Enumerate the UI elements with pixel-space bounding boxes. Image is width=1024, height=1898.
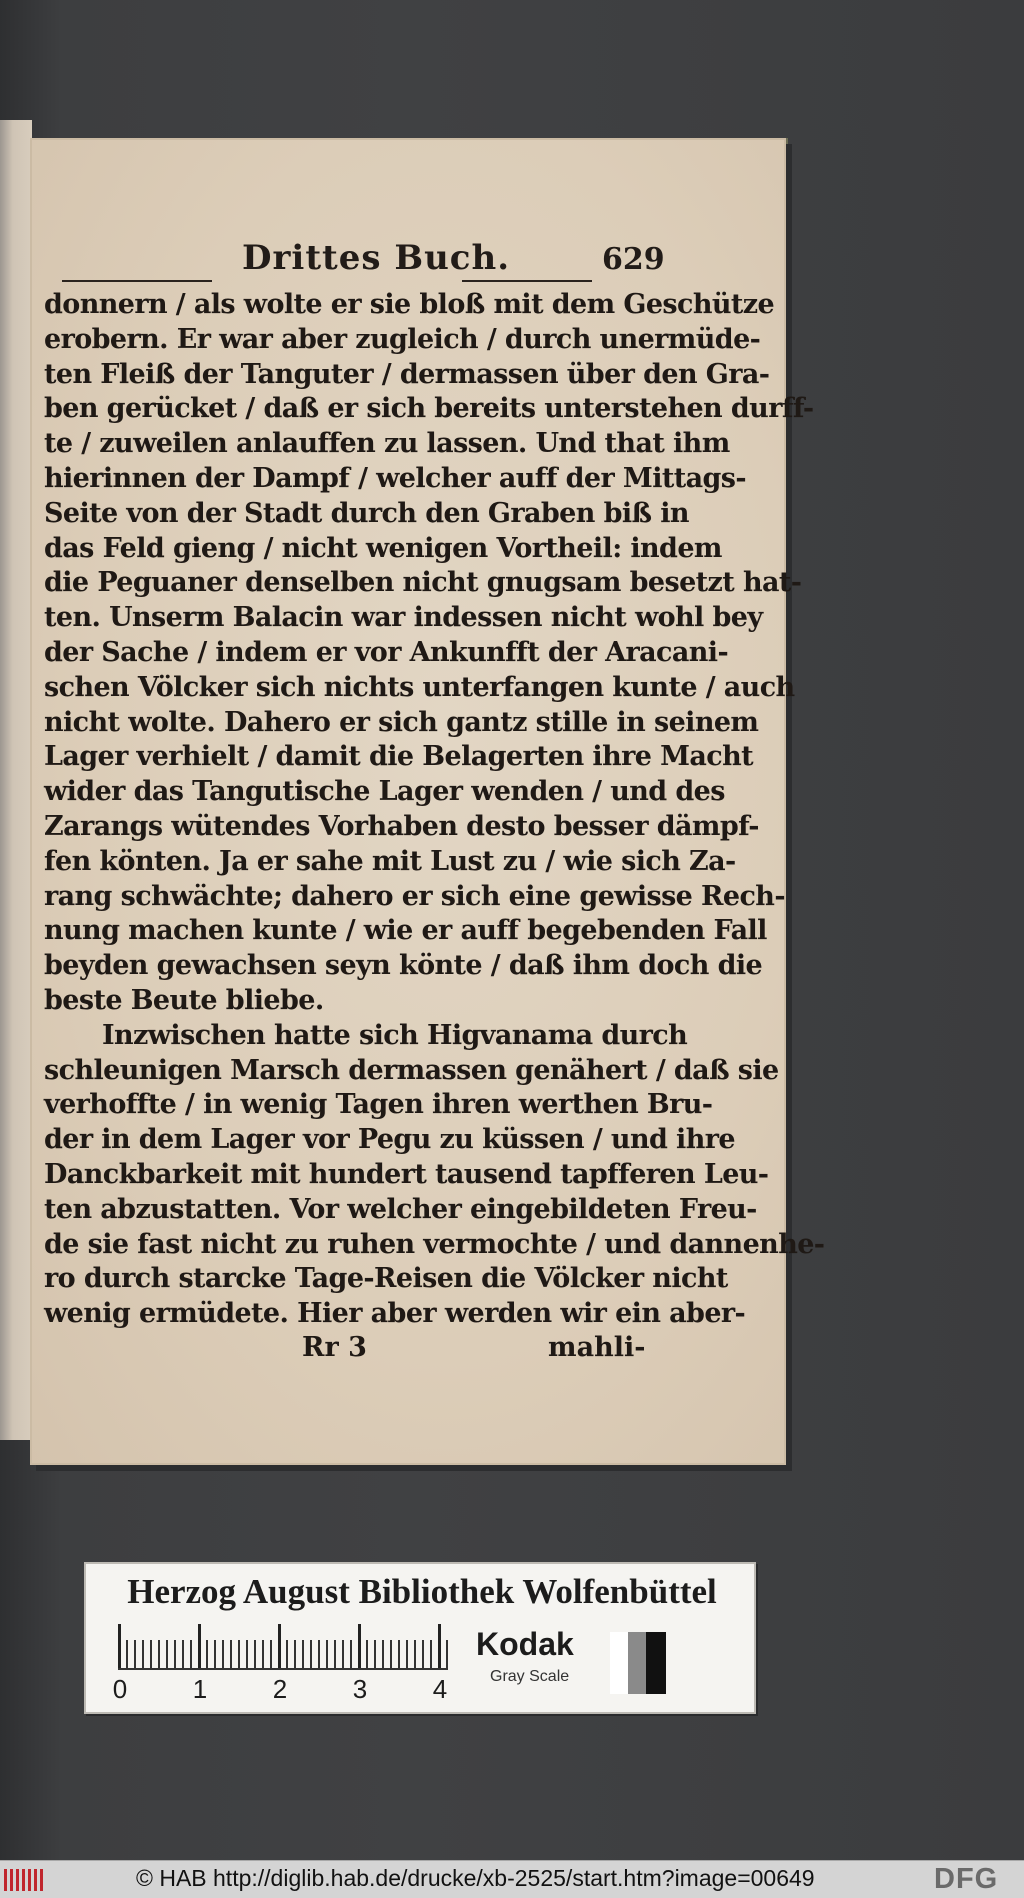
- ruler-label: 4: [432, 1674, 448, 1704]
- ruler-label: 1: [192, 1674, 208, 1704]
- ruler-major-tick: [358, 1624, 361, 1668]
- page-header: [42, 238, 665, 292]
- swatch-white: [610, 1632, 628, 1694]
- swatch-black: [646, 1632, 666, 1694]
- text-line: Danckbarkeit mit hundert tausend tapfferen Leu-: [44, 1158, 769, 1190]
- copyright-url: © HAB http://diglib.hab.de/drucke/xb-2525/start.htm?image=00649: [136, 1865, 815, 1891]
- text-line: ro durch starcke Tage-Reisen die Völcker nicht: [44, 1263, 728, 1295]
- status-bar: [0, 1860, 1024, 1898]
- ruler-major-tick: [278, 1624, 281, 1668]
- dfg-logo: DFG: [934, 1863, 999, 1895]
- text-line: erobern. Er war aber zugleich / durch unermüde-: [44, 323, 761, 355]
- gray-scale-label: Gray Scale: [490, 1668, 570, 1685]
- ruler-label: 0: [112, 1674, 128, 1704]
- text-line: Seite von der Stadt durch den Graben biß in: [44, 497, 689, 529]
- kodak-logo: Kodak: [476, 1626, 574, 1662]
- gray-swatches: [610, 1632, 666, 1694]
- adjacent-page-edge: [0, 120, 32, 1440]
- text-line: beyden gewachsen seyn könte / daß ihm doch die: [44, 950, 763, 982]
- text-line: der in dem Lager vor Pegu zu küssen / und ihre: [44, 1124, 735, 1156]
- header-rule-left: [62, 280, 212, 282]
- text-line: schleunigen Marsch dermassen genähert / daß sie: [44, 1054, 779, 1086]
- text-line: nung machen kunte / wie er auff begebenden Fall: [44, 915, 767, 947]
- text-line: te / zuweilen anlauffen zu lassen. Und that ihm: [44, 428, 730, 460]
- text-line: ten. Unserm Balacin war indessen nicht wohl bey: [44, 602, 763, 634]
- text-line: Zarangs wütendes Vorhaben desto besser dämpf-: [44, 810, 759, 842]
- library-color-card: [84, 1562, 756, 1714]
- swatch-gray: [628, 1632, 646, 1694]
- text-line: wider das Tangutische Lager wenden / und des: [44, 776, 725, 808]
- book-page: [30, 138, 825, 1465]
- hab-barcode-icon: [4, 1869, 44, 1891]
- text-line: nicht wolte. Dahero er sich gantz stille in seinem: [44, 706, 759, 738]
- signature-mark: Rr 3: [302, 1332, 367, 1363]
- text-line: de sie fast nicht zu ruhen vermochte / und dannenhe-: [44, 1228, 825, 1260]
- body-text: [44, 288, 825, 1332]
- library-name: Herzog August Bibliothek Wolfenbüttel: [127, 1572, 717, 1611]
- ruler-major-tick: [118, 1624, 121, 1668]
- text-line: rang schwächte; dahero er sich eine gewisse Rech-: [44, 880, 785, 912]
- text-line: donnern / als wolte er sie bloß mit dem Geschütze: [44, 289, 775, 320]
- text-line: ten Fleiß der Tanguter / dermassen über den Gra-: [44, 358, 770, 390]
- page-number: 629: [602, 242, 665, 277]
- catchword: mahli-: [548, 1332, 646, 1363]
- ruler-ticks: [118, 1624, 448, 1670]
- text-line: ten abzustatten. Vor welcher eingebildeten Freu-: [44, 1193, 757, 1225]
- header-rule-right: [462, 280, 592, 282]
- ruler-scale: [112, 1624, 448, 1708]
- text-line: das Feld gieng / nicht wenigen Vortheil: indem: [44, 532, 722, 564]
- text-line: die Peguaner denselben nicht gnugsam besetzt hat-: [44, 567, 802, 599]
- ruler-major-tick: [198, 1624, 201, 1668]
- text-line: fen könten. Ja er sahe mit Lust zu / wie sich Za-: [44, 845, 736, 877]
- text-line: ben gerücket / daß er sich bereits unterstehen durff-: [44, 393, 814, 425]
- ruler-label: 2: [272, 1674, 288, 1704]
- text-line: hierinnen der Dampf / welcher auff der Mittags-: [44, 462, 746, 494]
- text-line: Lager verhielt / damit die Belagerten ihre Macht: [44, 741, 754, 773]
- ruler-label: 3: [352, 1674, 368, 1704]
- text-line: Inzwischen hatte sich Higvanama durch: [102, 1019, 688, 1051]
- running-head: Drittes Buch.: [242, 238, 511, 278]
- page-footer: [44, 1332, 674, 1368]
- text-line: beste Beute bliebe.: [44, 984, 324, 1016]
- text-line: verhoffte / in wenig Tagen ihren werthen Bru-: [44, 1089, 713, 1121]
- text-line: der Sache / indem er vor Ankunfft der Aracani-: [44, 636, 729, 668]
- text-line: wenig ermüdete. Hier aber werden wir ein aber-: [44, 1298, 746, 1330]
- ruler-major-tick: [438, 1624, 441, 1668]
- text-line: schen Völcker sich nichts unterfangen kunte / auch: [44, 671, 795, 703]
